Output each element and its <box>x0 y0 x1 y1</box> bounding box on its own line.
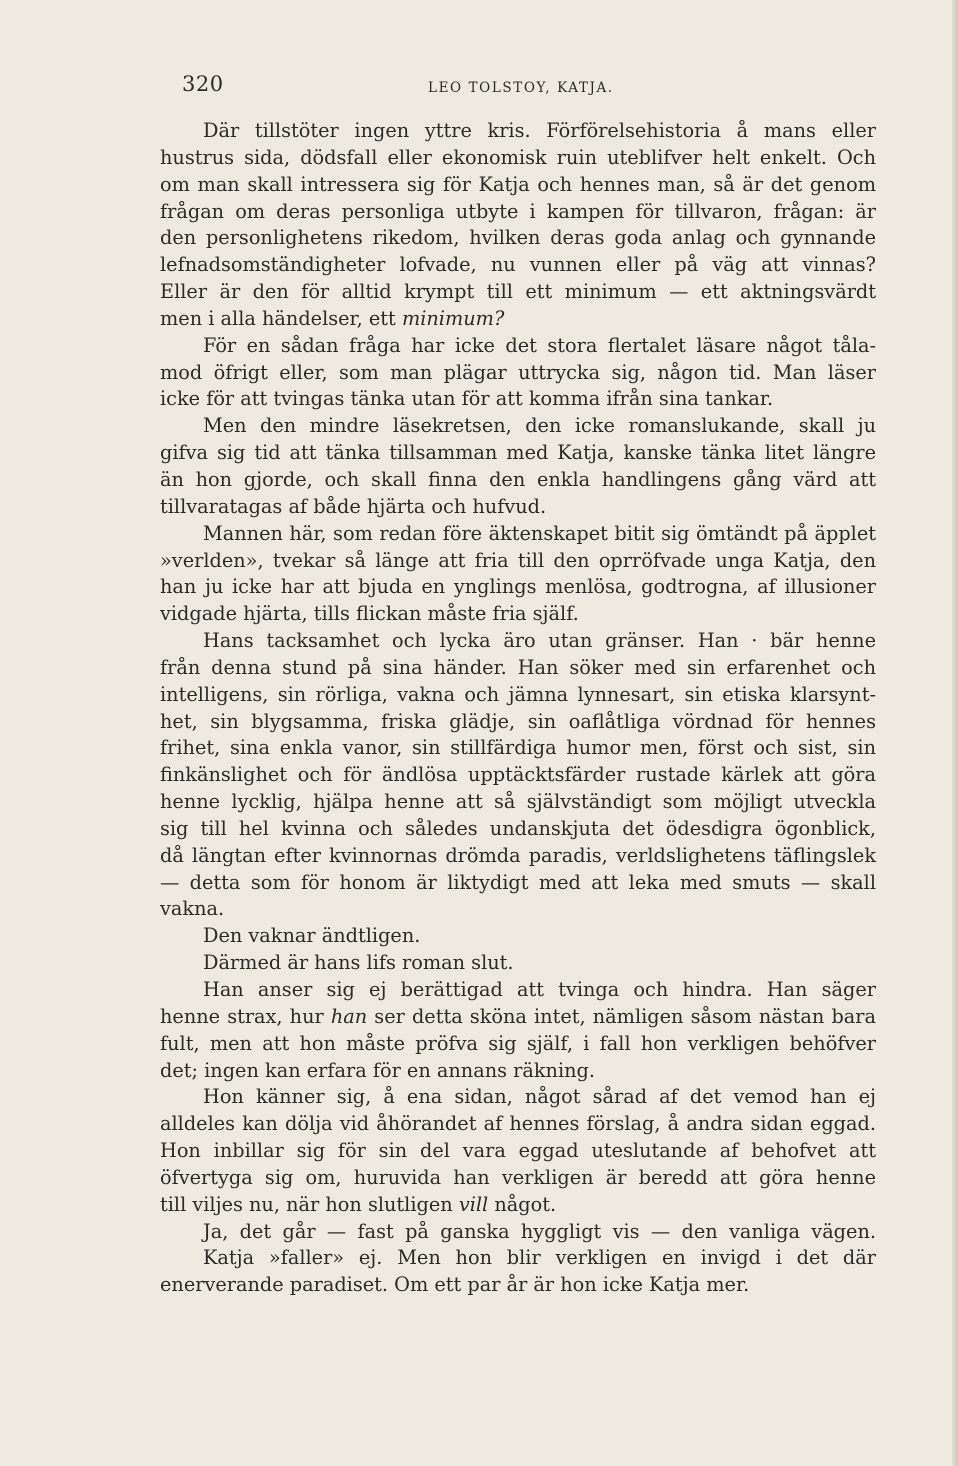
text-line: om man skall intressera sig för Katja och hennes man, så är det genom <box>160 172 876 196</box>
text-line: För en sådan fråga har icke det stora flertalet läsare något tåla- <box>203 333 876 357</box>
text-line: enerverande paradiset. Om ett par år är hon icke Katja mer. <box>160 1273 750 1297</box>
text-line: mod öfrigt eller, som man plägar uttrycka sig, någon tid. Man läser <box>160 360 876 384</box>
text-line: — detta som för honom är liktydigt med att leka med smuts — skall <box>160 870 876 894</box>
text-line: öfvertyga sig om, huruvida han verkligen är beredd att göra henne <box>160 1165 876 1189</box>
text-line: då längtan efter kvinnornas drömda paradis, verldslighetens täflingslek <box>160 843 876 867</box>
text-fragment: något. <box>488 1192 557 1216</box>
text-line: alldeles kan dölja vid åhörandet af hennes förslag, å andra sidan eggad. <box>160 1112 876 1136</box>
text-line: Eller är den för alltid krympt till ett minimum — ett aktningsvärdt <box>160 280 876 304</box>
text-line: sig till hel kvinna och således undanskjuta det ödesdigra ögonblick, <box>160 816 876 840</box>
paragraph <box>160 521 876 628</box>
text-line: Hans tacksamhet och lycka äro utan gränser. Han · bär henne <box>203 629 876 653</box>
text-line: han ju icke har att bjuda en ynglings menlösa, godtrogna, af illusioner <box>160 575 876 599</box>
text-line: Han anser sig ej berättigad att tvinga och hindra. Han säger <box>203 978 876 1001</box>
running-head: LEO TOLSTOY, KATJA. <box>428 80 614 96</box>
text-line: intelligens, sin rörliga, vakna och jämna lynnesart, sin etiska klarsynt- <box>160 682 876 706</box>
page-edge <box>952 0 958 1466</box>
paragraph <box>160 977 876 1084</box>
paragraph <box>160 413 876 520</box>
text-line: Hon inbillar sig för sin del vara eggad uteslutande af behofvet att <box>160 1139 876 1163</box>
text-line: Därmed är hans lifs roman slut. <box>203 951 514 975</box>
text-line: henne lycklig, hjälpa henne att så självständigt som möjligt utveckla <box>160 790 876 814</box>
text-line: vakna. <box>160 897 225 921</box>
text-line: Ja, det går — fast på ganska hyggligt vis — den vanliga vägen. <box>203 1219 876 1243</box>
text-line: Hon känner sig, å ena sidan, något sårad af det vemod han ej <box>203 1085 876 1109</box>
page-header <box>160 72 876 102</box>
text-line: »verlden», tvekar så länge att fria till den oprröfvade unga Katja, den <box>160 548 876 572</box>
text-line: finkänslighet och för ändlösa upptäcktsfärder rustade kärlek att göra <box>160 763 876 787</box>
text-line: frågan om deras personliga utbyte i kampen för tillvaron, frågan: är <box>160 199 876 223</box>
paragraph <box>160 950 876 977</box>
text-line: gifva sig tid att tänka tillsamman med Katja, kanske tänka litet längre <box>160 441 876 465</box>
text-fragment: till viljes nu, när hon slutligen <box>160 1192 459 1216</box>
text-line <box>160 1192 876 1219</box>
emphasis: minimum? <box>401 306 505 330</box>
text-line: det; ingen kan erfara för en annans räkning. <box>160 1058 596 1082</box>
text-line: från denna stund på sina händer. Han söker med sin erfarenhet och <box>160 655 876 679</box>
emphasis: vill <box>458 1192 489 1216</box>
text-fragment: men i alla händelser, ett <box>160 306 402 330</box>
paragraph <box>160 1245 876 1299</box>
paragraph <box>160 1219 876 1246</box>
text-line: het, sin blygsamma, friska glädje, sin oaflåtliga vördnad för hennes <box>160 709 876 733</box>
text-line: vidgade hjärta, tills flickan måste fria själf. <box>160 602 579 626</box>
text-line: Den vaknar ändtligen. <box>203 924 421 948</box>
text-line: fult, men att hon måste pröfva sig själf, i fall hon verkligen behöfver <box>160 1031 876 1055</box>
text-line: tillvaratagas af både hjärta och hufvud. <box>160 494 547 518</box>
text-line: icke för att tvingas tänka utan för att komma ifrån sina tankar. <box>160 387 774 411</box>
page-number: 320 <box>182 72 224 96</box>
emphasis: han <box>330 1004 368 1028</box>
paragraph <box>160 333 876 414</box>
text-line: Där tillstöter ingen yttre kris. Förförelsehistoria å mans eller <box>203 119 876 142</box>
text-line: frihet, sina enkla vanor, sin stillfärdiga humor men, först och sist, sin <box>160 736 876 760</box>
paragraph <box>160 628 876 923</box>
text-line: Katja »faller» ej. Men hon blir verkligen en invigd i det där <box>203 1246 876 1270</box>
body-text <box>160 118 876 1299</box>
paragraph <box>160 118 876 333</box>
text-fragment: henne strax, hur <box>160 1004 331 1028</box>
text-line: än hon gjorde, och skall finna den enkla handlingens gång värd att <box>160 467 876 491</box>
text-line: Mannen här, som redan före äktenskapet bitit sig ömtändt på äpplet <box>203 521 876 545</box>
paragraph <box>160 1084 876 1218</box>
text-line: hustrus sida, dödsfall eller ekonomisk ruin uteblifver helt enkelt. Och <box>160 145 876 169</box>
text-fragment: ser detta sköna intet, nämligen såsom nästan bara <box>367 1004 877 1028</box>
text-line: lefnadsomständigheter lofvade, nu vunnen eller på väg att vinnas? <box>160 253 876 277</box>
text-line <box>160 1004 876 1031</box>
text-line: den personlighetens rikedom, hvilken deras goda anlag och gynnande <box>160 226 876 250</box>
paragraph <box>160 923 876 950</box>
text-line <box>160 306 876 333</box>
text-line: Men den mindre läsekretsen, den icke romanslukande, skall ju <box>203 414 876 438</box>
